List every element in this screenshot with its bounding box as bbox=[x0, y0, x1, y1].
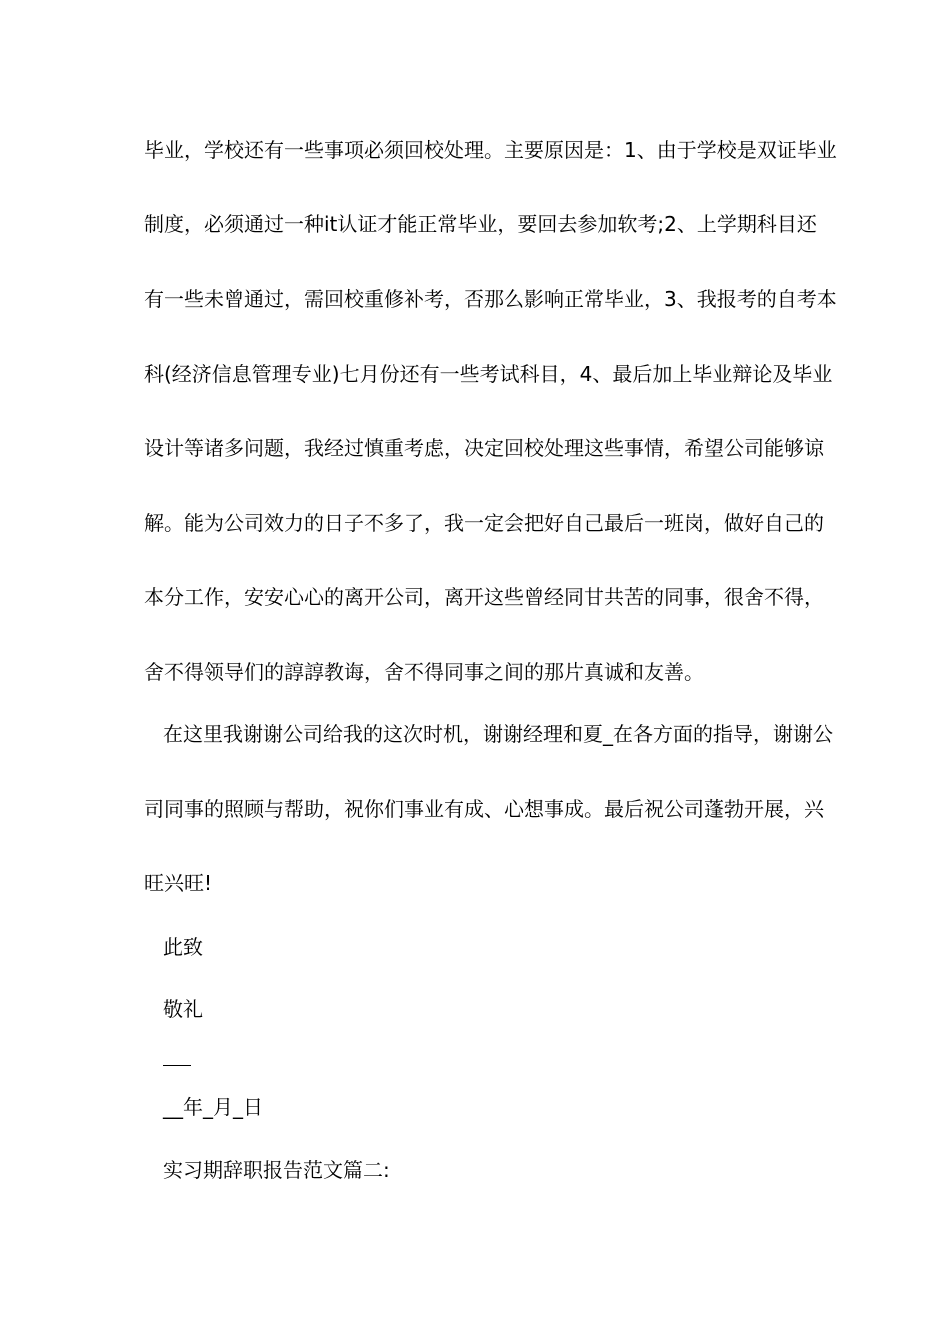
paragraph-line: 有一些未曾通过，需回校重修补考，否那么影响正常毕业，3、我报考的自考本 bbox=[144, 287, 837, 311]
closing-text: 此致 bbox=[163, 935, 203, 959]
signature-blank bbox=[163, 1065, 191, 1066]
paragraph-line: 毕业，学校还有一些事项必须回校处理。主要原因是：1、由于学校是双证毕业 bbox=[144, 138, 837, 162]
paragraph-line: 舍不得领导们的諄諄教诲，舍不得同事之间的那片真诚和友善。 bbox=[144, 660, 704, 684]
paragraph-line: 设计等诸多问题，我经过慎重考虑，决定回校处理这些事情，希望公司能够谅 bbox=[144, 436, 824, 460]
paragraph-line: 旺兴旺! bbox=[144, 871, 213, 895]
paragraph-line: 本分工作，安安心心的离开公司，离开这些曾经同甘共苦的同事，很舍不得， bbox=[144, 585, 824, 609]
paragraph-line: 司同事的照顾与帮助，祝你们事业有成、心想事成。最后祝公司蓬勃开展，兴 bbox=[144, 797, 824, 821]
salutation-text: 敬礼 bbox=[163, 997, 203, 1021]
paragraph-line: 在这里我谢谢公司给我的这次时机，谢谢经理和夏_在各方面的指导，谢谢公 bbox=[163, 722, 833, 746]
date-line: __年_月_日 bbox=[163, 1095, 263, 1119]
section-title: 实习期辞职报告范文篇二: bbox=[163, 1158, 390, 1182]
paragraph-line: 解。能为公司效力的日子不多了，我一定会把好自己最后一班岗，做好自己的 bbox=[144, 511, 824, 535]
paragraph-line: 科(经济信息管理专业)七月份还有一些考试科目，4、最后加上毕业辩论及毕业 bbox=[144, 362, 833, 386]
paragraph-line: 制度，必须通过一种it认证才能正常毕业，要回去参加软考;2、上学期科目还 bbox=[144, 212, 817, 236]
